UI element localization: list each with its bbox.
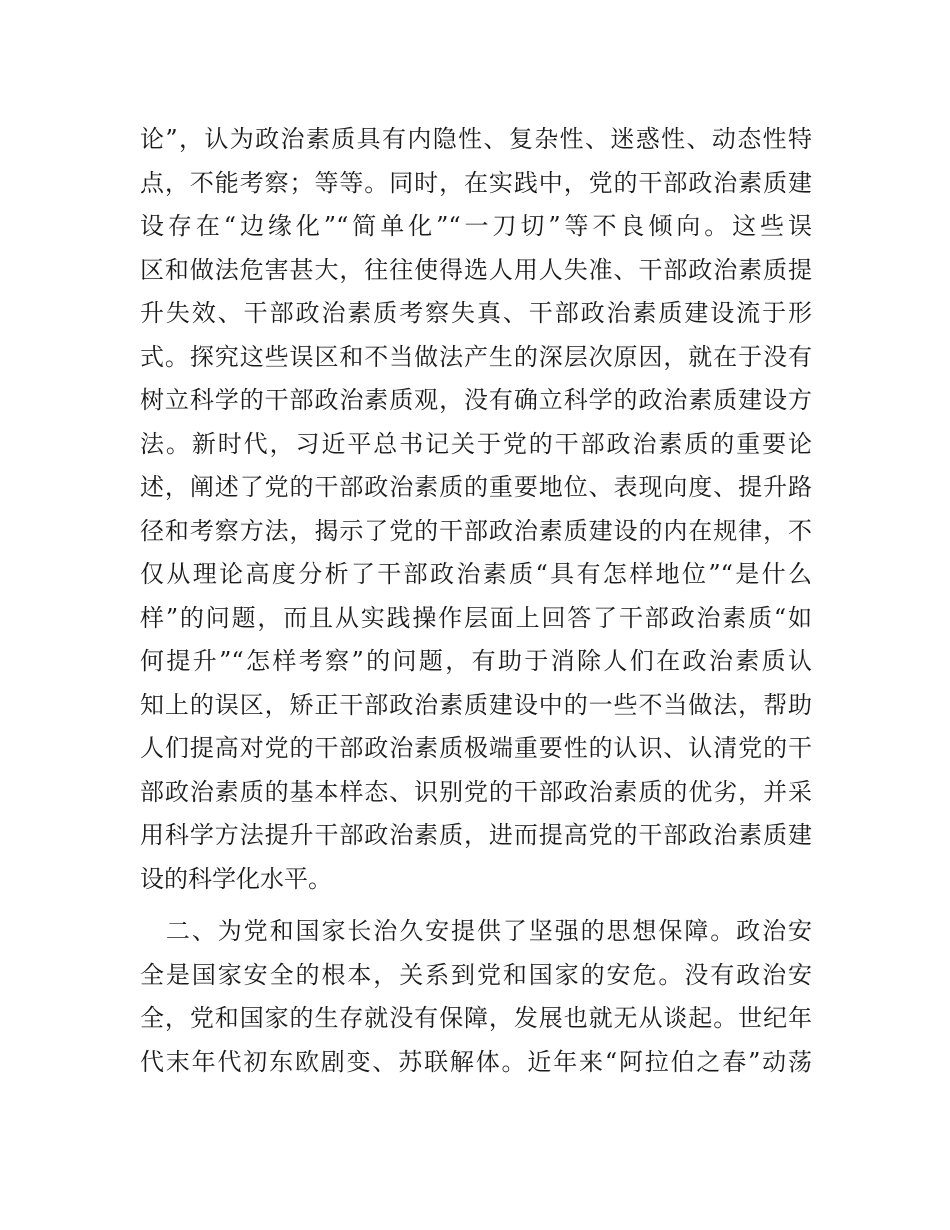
paragraph-1-line-9: 述，阐述了党的干部政治素质的重要地位、表现向度、提升路 bbox=[140, 473, 812, 501]
paragraph-1 bbox=[140, 118, 812, 901]
paragraph-2-line-4: 代末年代初东欧剧变、苏联解体。近年来“阿拉伯之春”动荡 bbox=[140, 1047, 812, 1076]
paragraph-1-line-18: 设的科学化水平。 bbox=[140, 864, 332, 893]
paragraph-1-line-1: 论”，认为政治素质具有内隐性、复杂性、迷惑性、动态性特 bbox=[140, 125, 812, 153]
paragraph-1-line-6: 式。探究这些误区和不当做法产生的深层次原因，就在于没有 bbox=[140, 342, 812, 371]
paragraph-2-line-3: 全，党和国家的生存就没有保障，发展也就无从谈起。世纪年 bbox=[140, 1004, 812, 1032]
paragraph-2-line-1: 二、为党和国家长治久安提供了坚强的思想保障。政治安 bbox=[140, 917, 812, 945]
paragraph-1-line-10: 径和考察方法，揭示了党的干部政治素质建设的内在规律，不 bbox=[140, 516, 812, 545]
paragraph-1-line-14: 知上的误区，矫正干部政治素质建设中的一些不当做法，帮助 bbox=[140, 690, 812, 719]
paragraph-1-line-4: 区和做法危害甚大，往往使得选人用人失准、干部政治素质提 bbox=[140, 255, 812, 284]
paragraph-2 bbox=[140, 910, 812, 1084]
paragraph-1-line-11: 仅从理论高度分析了干部政治素质“具有怎样地位”“是什么 bbox=[140, 560, 812, 588]
paragraph-1-line-17: 用科学方法提升干部政治素质，进而提高党的干部政治素质建 bbox=[140, 821, 812, 849]
paragraph-1-line-15: 人们提高对党的干部政治素质极端重要性的认识、认清党的干 bbox=[140, 734, 812, 762]
paragraph-1-line-12: 样”的问题，而且从实践操作层面上回答了干部政治素质“如 bbox=[140, 603, 812, 632]
paragraph-1-line-13: 何提升”“怎样考察”的问题，有助于消除人们在政治素质认 bbox=[140, 647, 812, 675]
paragraph-1-line-5: 升失效、干部政治素质考察失真、干部政治素质建设流于形 bbox=[140, 299, 812, 327]
paragraph-1-line-16: 部政治素质的基本样态、识别党的干部政治素质的优劣，并采 bbox=[140, 777, 812, 806]
paragraph-1-line-7: 树立科学的干部政治素质观，没有确立科学的政治素质建设方 bbox=[140, 386, 812, 414]
paragraph-1-line-2: 点，不能考察；等等。同时，在实践中，党的干部政治素质建 bbox=[140, 168, 812, 197]
paragraph-2-line-2: 全是国家安全的根本，关系到党和国家的安危。没有政治安 bbox=[140, 960, 812, 989]
paragraph-1-line-3: 设存在“边缘化”“简单化”“一刀切”等不良倾向。这些误 bbox=[140, 212, 812, 240]
paragraph-1-line-8: 法。新时代，习近平总书记关于党的干部政治素质的重要论 bbox=[140, 429, 812, 458]
